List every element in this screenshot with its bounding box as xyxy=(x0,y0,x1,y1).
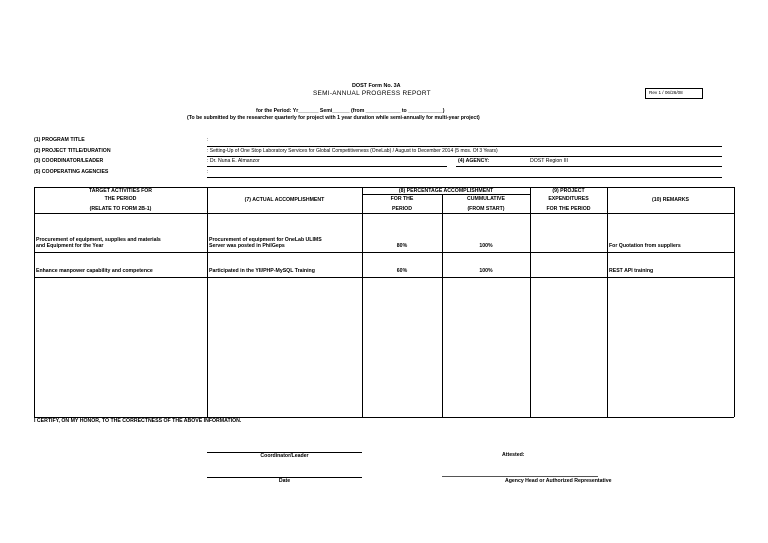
field-value-cooperating: : xyxy=(207,169,209,175)
form-number: DOST Form No. 3A xyxy=(352,83,401,89)
field-label-cooperating: (5) COOPERATING AGENCIES xyxy=(34,169,109,175)
row1-actual: Procurement of equipment for OneLab ULIMS Server was posted in PhilGeps xyxy=(209,237,322,249)
certification-statement: I CERTIFY, ON MY HONOR, TO THE CORRECTNESS OF THE ABOVE INFORMATION. xyxy=(34,418,242,424)
field-value-coordinator: : Dr. Nuna E. Almanzor xyxy=(207,158,260,164)
agency-head-label: Agency Head or Authorized Representative xyxy=(505,478,612,484)
header-cumulative: CUMMULATIVE (FROM START) xyxy=(467,196,505,212)
revision-label: Rev 1 / 06/26/08 xyxy=(649,90,683,95)
header-remarks: (10) REMARKS xyxy=(652,197,689,203)
row1-remarks: For Quotation from suppliers xyxy=(609,243,681,249)
report-title: SEMI-ANNUAL PROGRESS REPORT xyxy=(313,90,431,97)
field-line xyxy=(456,166,722,167)
row2-actual: Participated in the YII/PHP-MySQL Training xyxy=(209,268,315,274)
agency-value: DOST Region III xyxy=(530,158,568,164)
field-line xyxy=(207,146,722,147)
period-line: for the Period: Yr_______ Semi______ (from ____________ to ____________) xyxy=(256,108,445,114)
field-label-coordinator: (3) COORDINATOR/LEADER xyxy=(34,158,104,164)
row2-period-pct: 60% xyxy=(396,268,408,274)
row1-target: Procurement of equipment, supplies and materials and Equipment for the Year xyxy=(36,237,161,249)
agency-head-signature-line xyxy=(442,476,598,477)
field-value-program: : xyxy=(207,137,209,143)
header-project-expenditures: (9) PROJECT EXPENDITURES FOR THE PERIOD xyxy=(546,188,591,212)
row1-cumulative-pct: 100% xyxy=(479,243,493,249)
submission-instruction: (To be submitted by the researcher quarterly for project with 1 year duration while semi-annually for multi-year project) xyxy=(187,115,480,121)
field-line xyxy=(207,177,722,178)
row2-target: Enhance manpower capability and competence xyxy=(36,268,153,274)
coordinator-label: Coordinator/Leader xyxy=(260,453,309,459)
row2-cumulative-pct: 100% xyxy=(479,268,493,274)
row2-remarks: REST API training xyxy=(609,268,654,274)
header-actual-accomplishment: (7) ACTUAL ACCOMPLISHMENT xyxy=(244,197,325,203)
field-line xyxy=(207,166,447,167)
header-for-the-period: FOR THE PERIOD xyxy=(390,196,414,212)
field-label-program: (1) PROGRAM TITLE xyxy=(34,137,85,143)
field-line xyxy=(207,156,722,157)
row1-period-pct: 80% xyxy=(396,243,408,249)
date-label: Date xyxy=(278,478,291,484)
attested-label: Attested: xyxy=(502,452,525,458)
agency-label: (4) AGENCY: xyxy=(458,158,490,164)
field-value-project: : Setting-Up of One Stop Laboratory Services for Global Competitiveness (OneLab) / August to December 2014 (5 mos. Of 3 Years) xyxy=(207,148,498,154)
field-label-project: (2) PROJECT TITLE/DURATION xyxy=(34,148,111,154)
header-percentage-group: (8) PERCENTAGE ACCOMPLISHMENT xyxy=(398,188,494,194)
header-target-activities: TARGET ACTIVITIES FOR THE PERIOD (RELATE TO FORM 2B-1) xyxy=(88,188,153,212)
